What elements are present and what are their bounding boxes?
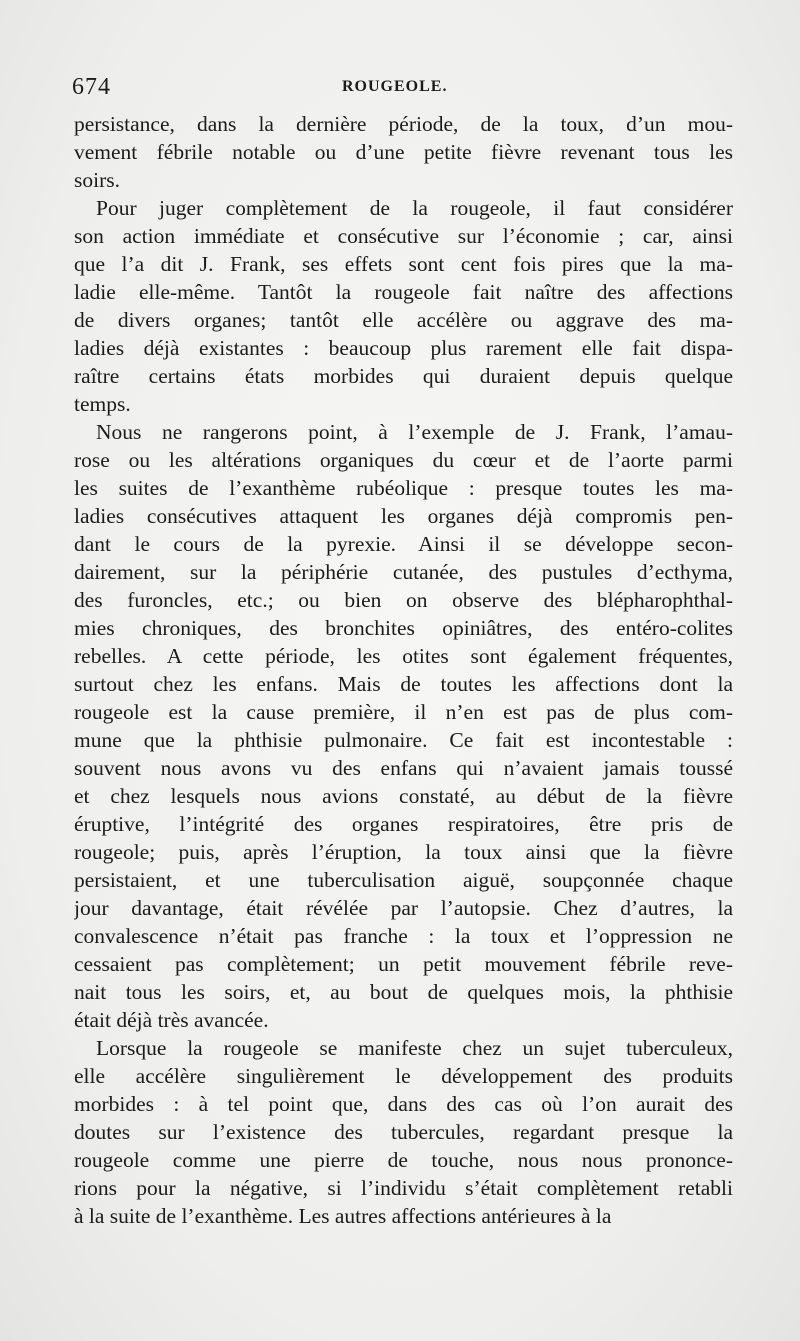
text-line: rose ou les altérations organiques du cœur et de l’aorte parmi bbox=[74, 448, 733, 472]
text-line: dant le cours de la pyrexie. Ainsi il se développe secon- bbox=[74, 532, 733, 556]
text-line: que l’a dit J. Frank, ses effets sont cent fois pires que la ma- bbox=[74, 252, 733, 276]
text-line: mies chroniques, des bronchites opiniâtres, des entéro-colites bbox=[74, 616, 733, 640]
page-header bbox=[72, 74, 732, 104]
paragraph bbox=[74, 110, 733, 194]
paragraph bbox=[74, 418, 733, 1034]
text-line: souvent nous avons vu des enfans qui n’avaient jamais toussé bbox=[74, 756, 733, 780]
text-line: cessaient pas complètement; un petit mouvement fébrile reve- bbox=[74, 952, 733, 976]
text-line: ladies consécutives attaquent les organes déjà compromis pen- bbox=[74, 504, 733, 528]
text-line: rougeole est la cause première, il n’en est pas de plus com- bbox=[74, 700, 733, 724]
text-line: soirs. bbox=[74, 168, 120, 192]
text-line: des furoncles, etc.; ou bien on observe des blépharophthal- bbox=[74, 588, 733, 612]
text-line: Pour juger complètement de la rougeole, il faut considérer bbox=[96, 196, 733, 220]
text-line: éruptive, l’intégrité des organes respiratoires, être pris de bbox=[74, 812, 733, 836]
text-line: temps. bbox=[74, 392, 131, 416]
text-line: dairement, sur la périphérie cutanée, des pustules d’ecthyma, bbox=[74, 560, 733, 584]
text-line: rougeole; puis, après l’éruption, la toux ainsi que la fièvre bbox=[74, 840, 733, 864]
body-text bbox=[74, 110, 733, 1230]
text-line: persistance, dans la dernière période, de la toux, d’un mou- bbox=[74, 112, 733, 136]
text-line: mune que la phthisie pulmonaire. Ce fait est incontestable : bbox=[74, 728, 733, 752]
text-line: elle accélère singulièrement le développement des produits bbox=[74, 1064, 733, 1088]
text-line: doutes sur l’existence des tubercules, regardant presque la bbox=[74, 1120, 733, 1144]
running-title: ROUGEOLE. bbox=[342, 78, 448, 95]
text-line: Lorsque la rougeole se manifeste chez un sujet tuberculeux, bbox=[96, 1036, 733, 1060]
text-line: était déjà très avancée. bbox=[74, 1008, 269, 1032]
text-line: morbides : à tel point que, dans des cas où l’on aurait des bbox=[74, 1092, 733, 1116]
paragraph bbox=[74, 194, 733, 418]
text-line: convalescence n’était pas franche : la toux et l’oppression ne bbox=[74, 924, 733, 948]
text-line: de divers organes; tantôt elle accélère ou aggrave des ma- bbox=[74, 308, 733, 332]
text-line: son action immédiate et consécutive sur l’économie ; car, ainsi bbox=[74, 224, 733, 248]
text-line: à la suite de l’exanthème. Les autres affections antérieures à la bbox=[74, 1204, 612, 1228]
text-line: surtout chez les enfans. Mais de toutes les affections dont la bbox=[74, 672, 733, 696]
paragraph bbox=[74, 1034, 733, 1230]
text-line: les suites de l’exanthème rubéolique : presque toutes les ma- bbox=[74, 476, 733, 500]
text-line: et chez lesquels nous avions constaté, au début de la fièvre bbox=[74, 784, 733, 808]
page-number: 674 bbox=[72, 74, 111, 100]
text-line: Nous ne rangerons point, à l’exemple de J. Frank, l’amau- bbox=[96, 420, 733, 444]
text-line: raître certains états morbides qui duraient depuis quelque bbox=[74, 364, 733, 388]
text-line: rebelles. A cette période, les otites sont également fréquentes, bbox=[74, 644, 733, 668]
text-line: persistaient, et une tuberculisation aiguë, soupçonnée chaque bbox=[74, 868, 733, 892]
text-line: vement fébrile notable ou d’une petite fièvre revenant tous les bbox=[74, 140, 733, 164]
text-line: nait tous les soirs, et, au bout de quelques mois, la phthisie bbox=[74, 980, 733, 1004]
text-line: rougeole comme une pierre de touche, nous nous prononce- bbox=[74, 1148, 733, 1172]
text-line: jour davantage, était révélée par l’autopsie. Chez d’autres, la bbox=[74, 896, 733, 920]
text-line: ladies déjà existantes : beaucoup plus rarement elle fait dispa- bbox=[74, 336, 733, 360]
text-line: ladie elle-même. Tantôt la rougeole fait naître des affections bbox=[74, 280, 733, 304]
text-line: rions pour la négative, si l’individu s’était complètement retabli bbox=[74, 1176, 733, 1200]
